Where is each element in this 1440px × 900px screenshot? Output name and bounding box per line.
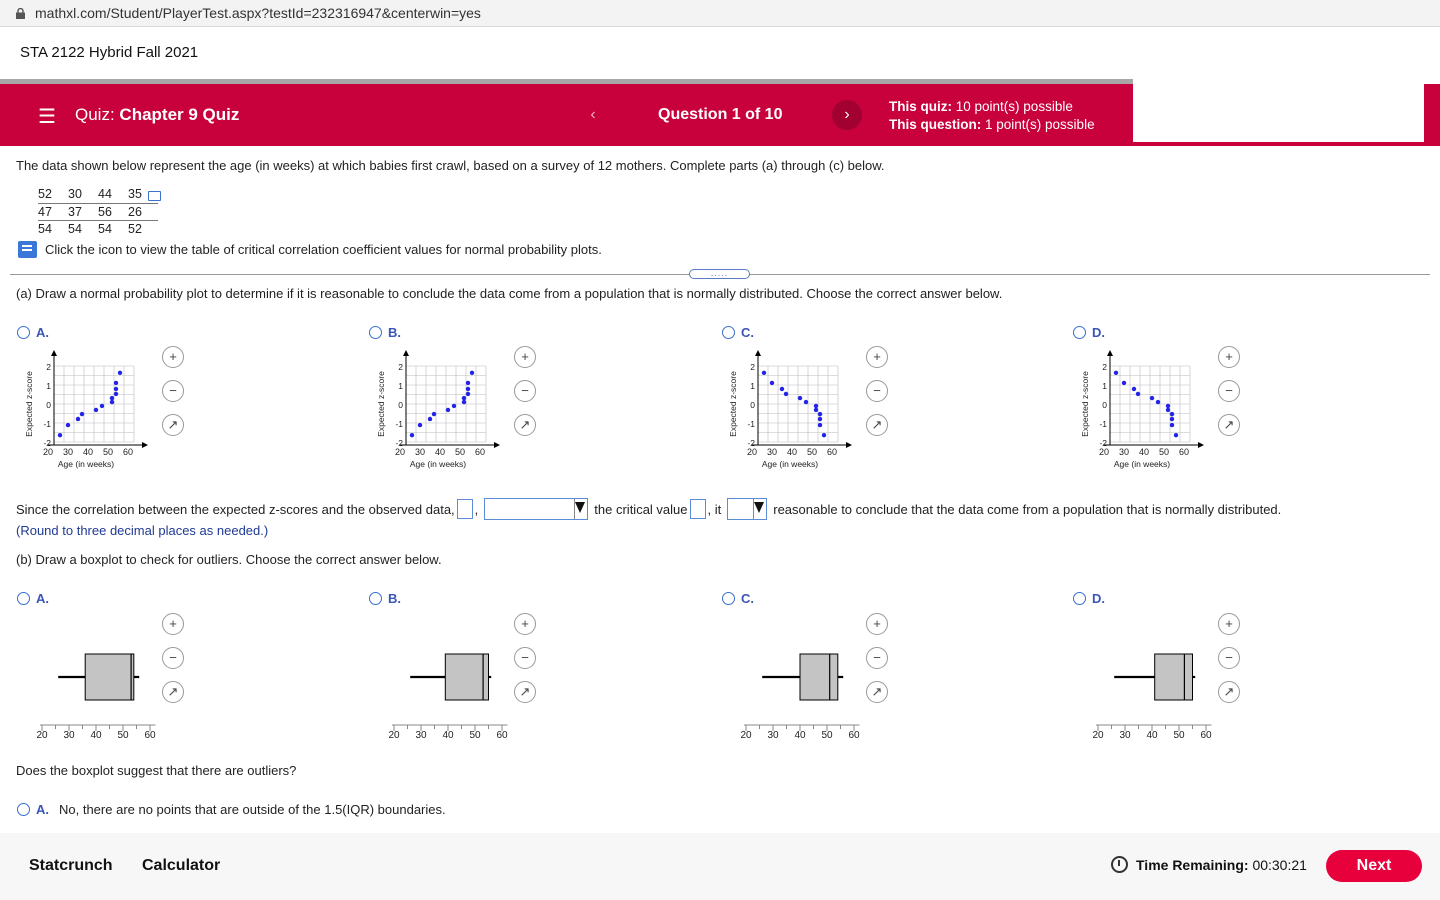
y-axis-label: Expected z-score — [376, 371, 386, 437]
table-row — [38, 220, 158, 237]
data-point — [466, 387, 470, 391]
question-counter: Question 1 of 10 — [658, 106, 783, 123]
popout-icon[interactable]: ↗ — [162, 681, 184, 703]
data-point — [762, 371, 766, 375]
quiz-points: 10 point(s) possible — [955, 99, 1073, 114]
radio-button[interactable] — [369, 592, 382, 605]
copy-data-icon[interactable] — [148, 191, 161, 201]
data-cell: 26 — [128, 203, 158, 220]
data-point — [804, 400, 808, 404]
sentence-part-1: Since the correlation between the expected z-scores and the observed data, — [16, 501, 455, 517]
points-info — [889, 98, 1095, 134]
table-row — [38, 186, 158, 203]
y-tick-label: -2 — [43, 438, 51, 448]
zoom-out-icon[interactable]: − — [866, 380, 888, 402]
radio-button[interactable] — [17, 592, 30, 605]
y-tick-label: 0 — [46, 400, 51, 410]
data-point — [452, 404, 456, 408]
popout-icon[interactable]: ↗ — [1218, 681, 1240, 703]
course-title: STA 2122 Hybrid Fall 2021 — [20, 44, 199, 61]
dropdown-arrow[interactable] — [753, 499, 766, 519]
data-point — [100, 404, 104, 408]
dropdown-arrow[interactable] — [574, 499, 587, 519]
x-tick-label: 50 — [454, 447, 466, 457]
option-label: A. — [36, 325, 49, 340]
book-icon[interactable] — [18, 241, 37, 258]
y-tick-label: -1 — [43, 419, 51, 429]
zoom-in-icon[interactable]: + — [162, 346, 184, 368]
x-tick-label: 20 — [740, 730, 752, 741]
y-tick-label: 1 — [398, 381, 403, 391]
y-tick-label: -1 — [747, 419, 755, 429]
data-point — [58, 433, 62, 437]
data-point — [770, 381, 774, 385]
option-label: C. — [741, 325, 754, 340]
x-tick-label: 60 — [474, 447, 486, 457]
expand-handle[interactable]: ..... — [689, 269, 750, 279]
problem-intro: The data shown below represent the age (in weeks) at which babies first crawl, based on a survey of 12 mothers. Complete parts (a) through (c) below. — [16, 158, 885, 173]
x-tick-label: 40 — [442, 730, 454, 741]
radio-button[interactable] — [722, 326, 735, 339]
time-label: Time Remaining: — [1136, 856, 1249, 873]
data-point — [1170, 423, 1174, 427]
x-tick-label: 30 — [414, 447, 426, 457]
data-point — [446, 408, 450, 412]
y-axis-arrow — [755, 350, 761, 356]
is-isnot-dropdown[interactable] — [727, 498, 767, 520]
x-tick-label: 20 — [394, 447, 406, 457]
y-axis-label: Expected z-score — [1080, 371, 1090, 437]
data-point — [76, 417, 80, 421]
x-axis-label: Age (in weeks) — [761, 459, 819, 469]
zoom-out-icon[interactable]: − — [162, 380, 184, 402]
critical-values-link[interactable] — [18, 241, 602, 258]
y-axis-arrow — [1107, 350, 1113, 356]
quiz-name: Chapter 9 Quiz — [119, 105, 240, 124]
data-table — [38, 186, 158, 237]
data-point — [80, 412, 84, 416]
data-cell: 35 — [128, 186, 158, 203]
data-point — [1156, 400, 1160, 404]
part-a-option-b[interactable] — [369, 325, 401, 340]
correlation-sentence: Since the correlation between the expected z-scores and the observed data, , the critical value , it reasonable to conclude that the data come from a population that is normally distributed. — [16, 498, 1281, 520]
boxplot — [726, 620, 876, 750]
x-tick-label: 30 — [767, 730, 779, 741]
data-point — [410, 433, 414, 437]
x-tick-label: 40 — [1138, 447, 1150, 457]
x-axis-label: Age (in weeks) — [1113, 459, 1171, 469]
data-point — [428, 417, 432, 421]
data-point — [1174, 433, 1178, 437]
zoom-out-icon[interactable]: − — [514, 647, 536, 669]
x-tick-label: 20 — [1098, 447, 1110, 457]
data-point — [1114, 371, 1118, 375]
normal-probability-plot — [374, 346, 524, 476]
popout-icon[interactable]: ↗ — [866, 414, 888, 436]
x-tick-label: 40 — [434, 447, 446, 457]
y-tick-label: -1 — [1099, 419, 1107, 429]
menu-icon[interactable]: ☰ — [38, 106, 56, 128]
popout-icon[interactable]: ↗ — [1218, 414, 1240, 436]
data-point — [818, 417, 822, 421]
y-tick-label: -2 — [1099, 438, 1107, 448]
data-point — [814, 404, 818, 408]
x-axis-arrow — [142, 442, 148, 448]
x-tick-label: 30 — [1119, 730, 1131, 741]
part-a-question: (a) Draw a normal probability plot to determine if it is reasonable to conclude the data come from a population that is normally distributed. Choose the correct answer below. — [16, 286, 1003, 301]
quiz-prefix: Quiz: — [75, 105, 115, 124]
x-tick-label: 20 — [388, 730, 400, 741]
outlier-option-a[interactable] — [17, 802, 446, 817]
x-tick-label: 30 — [62, 447, 74, 457]
part-a-option-c[interactable] — [722, 325, 754, 340]
x-tick-label: 30 — [415, 730, 427, 741]
caret-down-icon — [575, 502, 585, 513]
y-tick-label: -2 — [747, 438, 755, 448]
quiz-title — [75, 105, 239, 125]
x-tick-label: 40 — [786, 447, 798, 457]
zoom-in-icon[interactable]: + — [1218, 613, 1240, 635]
sentence-part-4: reasonable to conclude that the data come from a population that is normally distributed. — [773, 501, 1282, 517]
boxplot — [22, 620, 172, 750]
boxplot — [374, 620, 524, 750]
x-tick-label: 20 — [36, 730, 48, 741]
critical-values-text: Click the icon to view the table of critical correlation coefficient values for normal probability plots. — [45, 242, 602, 257]
y-tick-label: 1 — [46, 381, 51, 391]
data-point — [110, 396, 114, 400]
statcrunch-button[interactable]: Statcrunch — [29, 857, 113, 874]
x-tick-label: 20 — [1092, 730, 1104, 741]
x-tick-label: 20 — [746, 447, 758, 457]
y-tick-label: 0 — [1102, 400, 1107, 410]
part-b-option-c[interactable] — [722, 591, 754, 606]
question-points-label: This question: — [889, 117, 982, 132]
data-point — [462, 396, 466, 400]
popout-icon[interactable]: ↗ — [866, 681, 888, 703]
x-tick-label: 50 — [469, 730, 481, 741]
x-tick-label: 40 — [794, 730, 806, 741]
x-tick-label: 40 — [90, 730, 102, 741]
data-point — [1136, 392, 1140, 396]
clock-icon — [1111, 856, 1128, 873]
x-tick-label: 50 — [1173, 730, 1185, 741]
data-cell: 47 — [38, 203, 68, 220]
popout-icon[interactable]: ↗ — [514, 681, 536, 703]
comparison-dropdown[interactable] — [484, 498, 588, 520]
part-b-question: (b) Draw a boxplot to check for outliers. Choose the correct answer below. — [16, 552, 442, 567]
normal-probability-plot — [1078, 346, 1228, 476]
normal-probability-plot — [726, 346, 876, 476]
part-a-option-a[interactable] — [17, 325, 49, 340]
x-tick-label: 60 — [1178, 447, 1190, 457]
data-point — [110, 400, 114, 404]
option-label: A. — [36, 802, 49, 817]
x-tick-label: 30 — [63, 730, 75, 741]
option-label: B. — [388, 591, 401, 606]
x-axis-arrow — [1198, 442, 1204, 448]
x-tick-label: 60 — [496, 730, 508, 741]
data-point — [1166, 408, 1170, 412]
x-tick-label: 60 — [826, 447, 838, 457]
data-point — [94, 408, 98, 412]
data-cell: 52 — [128, 221, 142, 236]
x-axis-arrow — [494, 442, 500, 448]
zoom-in-icon[interactable]: + — [866, 613, 888, 635]
option-label: D. — [1092, 325, 1105, 340]
sentence-part-2: the critical value — [594, 501, 688, 517]
y-axis-label: Expected z-score — [24, 371, 34, 437]
data-point — [114, 392, 118, 396]
data-point — [118, 371, 122, 375]
caret-down-icon — [754, 502, 764, 513]
part-a-option-d[interactable] — [1073, 325, 1105, 340]
y-tick-label: 1 — [1102, 381, 1107, 391]
x-tick-label: 40 — [82, 447, 94, 457]
box — [1155, 654, 1193, 700]
time-value: 00:30:21 — [1252, 856, 1307, 873]
x-tick-label: 20 — [42, 447, 54, 457]
box — [445, 654, 488, 700]
x-tick-label: 30 — [766, 447, 778, 457]
x-tick-label: 60 — [1200, 730, 1212, 741]
y-tick-label: 0 — [398, 400, 403, 410]
radio-button[interactable] — [17, 326, 30, 339]
next-question-button[interactable]: › — [832, 100, 862, 130]
y-tick-label: 2 — [750, 362, 755, 372]
data-point — [1122, 381, 1126, 385]
y-tick-label: 0 — [750, 400, 755, 410]
data-point — [418, 423, 422, 427]
table-row — [38, 203, 158, 220]
part-b-option-a[interactable] — [17, 591, 49, 606]
x-tick-label: 60 — [144, 730, 156, 741]
data-point — [818, 423, 822, 427]
popout-icon[interactable]: ↗ — [514, 414, 536, 436]
zoom-in-icon[interactable]: + — [514, 346, 536, 368]
data-cell: 37 — [68, 203, 98, 220]
y-tick-label: 2 — [398, 362, 403, 372]
option-label: C. — [741, 591, 754, 606]
data-point — [818, 412, 822, 416]
header-panel — [1133, 80, 1424, 142]
x-tick-label: 50 — [102, 447, 114, 457]
data-cell: 54 — [98, 221, 112, 236]
box — [800, 654, 838, 700]
zoom-in-icon[interactable]: + — [514, 613, 536, 635]
part-b-option-b[interactable] — [369, 591, 401, 606]
radio-button[interactable] — [722, 592, 735, 605]
y-tick-label: 2 — [46, 362, 51, 372]
x-axis-arrow — [846, 442, 852, 448]
radio-button[interactable] — [17, 803, 30, 816]
data-point — [466, 392, 470, 396]
data-point — [1166, 404, 1170, 408]
address-bar[interactable] — [0, 0, 1440, 27]
data-cell: 54 — [68, 221, 82, 236]
question-points: 1 point(s) possible — [985, 117, 1095, 132]
data-cell: 30 — [68, 186, 98, 203]
outlier-question: Does the boxplot suggest that there are outliers? — [16, 763, 297, 778]
x-tick-label: 40 — [1146, 730, 1158, 741]
zoom-out-icon[interactable]: − — [514, 380, 536, 402]
data-point — [470, 371, 474, 375]
radio-button[interactable] — [1073, 326, 1086, 339]
previous-question-button[interactable]: ‹ — [578, 100, 608, 130]
data-point — [1170, 417, 1174, 421]
y-axis-arrow — [403, 350, 409, 356]
option-label: B. — [388, 325, 401, 340]
zoom-in-icon[interactable]: + — [162, 613, 184, 635]
y-axis-label: Expected z-score — [728, 371, 738, 437]
rounding-note: (Round to three decimal places as needed.) — [16, 523, 269, 538]
x-axis-label: Age (in weeks) — [57, 459, 115, 469]
data-point — [466, 381, 470, 385]
data-point — [798, 396, 802, 400]
quiz-points-label: This quiz: — [889, 99, 952, 114]
y-axis-arrow — [51, 350, 57, 356]
option-label: A. — [36, 591, 49, 606]
x-tick-label: 50 — [821, 730, 833, 741]
data-point — [1132, 387, 1136, 391]
data-cell: 56 — [98, 203, 128, 220]
critical-value-input[interactable] — [690, 499, 706, 519]
data-point — [66, 423, 70, 427]
correlation-input[interactable] — [457, 499, 473, 519]
popout-icon[interactable]: ↗ — [162, 414, 184, 436]
zoom-out-icon[interactable]: − — [1218, 647, 1240, 669]
lock-icon — [16, 8, 25, 19]
sentence-part-3: , it — [707, 501, 722, 517]
data-point — [1170, 412, 1174, 416]
data-point — [814, 408, 818, 412]
radio-button[interactable] — [369, 326, 382, 339]
data-cell: 54 — [38, 221, 52, 236]
zoom-in-icon[interactable]: + — [866, 346, 888, 368]
next-button[interactable]: Next — [1326, 850, 1422, 882]
y-tick-label: 2 — [1102, 362, 1107, 372]
option-text: No, there are no points that are outside of the 1.5(IQR) boundaries. — [59, 802, 446, 817]
data-point — [114, 387, 118, 391]
url-text: mathxl.com/Student/PlayerTest.aspx?testId=232316947&centerwin=yes — [35, 5, 481, 21]
data-point — [822, 433, 826, 437]
data-point — [780, 387, 784, 391]
x-tick-label: 60 — [848, 730, 860, 741]
zoom-out-icon[interactable]: − — [162, 647, 184, 669]
y-tick-label: -2 — [395, 438, 403, 448]
data-point — [462, 400, 466, 404]
zoom-out-icon[interactable]: − — [1218, 380, 1240, 402]
normal-probability-plot — [22, 346, 172, 476]
radio-button[interactable] — [1073, 592, 1086, 605]
x-tick-label: 30 — [1118, 447, 1130, 457]
boxplot — [1078, 620, 1228, 750]
y-tick-label: -1 — [395, 419, 403, 429]
zoom-in-icon[interactable]: + — [1218, 346, 1240, 368]
y-tick-label: 1 — [750, 381, 755, 391]
footer-bar — [0, 833, 1440, 900]
x-tick-label: 50 — [806, 447, 818, 457]
x-axis-label: Age (in weeks) — [409, 459, 467, 469]
box — [85, 654, 134, 700]
data-point — [114, 381, 118, 385]
data-point — [1150, 396, 1154, 400]
x-tick-label: 60 — [122, 447, 134, 457]
calculator-button[interactable]: Calculator — [142, 857, 221, 874]
data-point — [784, 392, 788, 396]
time-remaining — [1111, 856, 1307, 873]
zoom-out-icon[interactable]: − — [866, 647, 888, 669]
x-tick-label: 50 — [117, 730, 129, 741]
x-tick-label: 50 — [1158, 447, 1170, 457]
part-b-option-d[interactable] — [1073, 591, 1105, 606]
data-cell: 52 — [38, 186, 68, 203]
data-point — [432, 412, 436, 416]
option-label: D. — [1092, 591, 1105, 606]
data-cell: 44 — [98, 186, 128, 203]
